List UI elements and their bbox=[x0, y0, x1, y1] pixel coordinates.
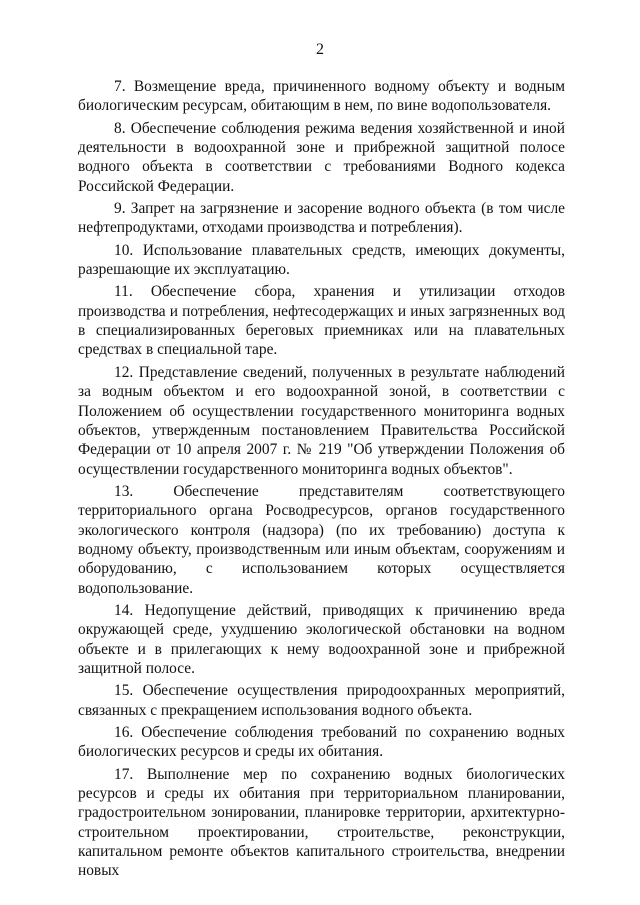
paragraph-item-7: 7. Возмещение вреда, причиненного водному объекту и водным биологическим ресурсам, обитающим в нем, по вине водопользователя. bbox=[78, 78, 565, 115]
paragraph-item-8: 8. Обеспечение соблюдения режима ведения хозяйственной и иной деятельности в водоохранной зоне и прибрежной защитной полосе водного объекта в соответствии с требованиями Водного кодекса Российской Федерации. bbox=[78, 119, 565, 195]
paragraph-item-14: 14. Недопущение действий, приводящих к причинению вреда окружающей среде, ухудшению экологической обстановки на водном объекте и в прилегающих к нему водоохранной зоне и прибрежной защитной полосе. bbox=[78, 601, 565, 677]
document-body bbox=[78, 77, 565, 884]
paragraph-item-10: 10. Использование плавательных средств, имеющих документы, разрешающие их эксплуатацию. bbox=[78, 241, 565, 279]
paragraph-item-9: 9. Запрет на загрязнение и засорение водного объекта (в том числе нефтепродуктами, отходами производства и потребления). bbox=[78, 200, 565, 237]
paragraph-item-16: 16. Обеспечение соблюдения требований по сохранению водных биологических ресурсов и среды их обитания. bbox=[78, 724, 565, 761]
paragraph-item-12: 12. Представление сведений, полученных в результате наблюдений за водным объектом и его водоохранной зоной, в соответствии с Положением об осуществлении государственного мониторинга водных объектов, утвержденным постановлением Правительства Российской Федерации от 10 апреля 2007 г. № 219 "Об утверждении Положения об осуществлении государственного мониторинга водных объектов". bbox=[78, 363, 565, 478]
paragraph-item-11: 11. Обеспечение сбора, хранения и утилизации отходов производства и потребления, нефтесодержащих и иных загрязненных вод в специализированных береговых приемниках или на плавательных средствах в специальной таре. bbox=[78, 283, 565, 359]
paragraph-item-13: 13. Обеспечение представителям соответствующего территориального органа Росводресурсов, органов государственного экологического контроля (надзора) (по их требованию) доступа к водному объекту, производственным или иным объектам, сооружениям и оборудованию, с использованием которых осуществляется водопользование. bbox=[78, 482, 565, 597]
paragraph-item-17: 17. Выполнение мер по сохранению водных биологических ресурсов и среды их обитания при территориальном планировании, градостроительном зонировании, планировке территории, архитектурно-строительном проектировании, строительстве, реконструкции, капитальном ремонте объектов капитального строительства, внедрении новых bbox=[78, 765, 565, 880]
page-number: 2 bbox=[316, 41, 324, 58]
paragraph-item-15: 15. Обеспечение осуществления природоохранных мероприятий, связанных с прекращением использования водного объекта. bbox=[78, 682, 565, 719]
